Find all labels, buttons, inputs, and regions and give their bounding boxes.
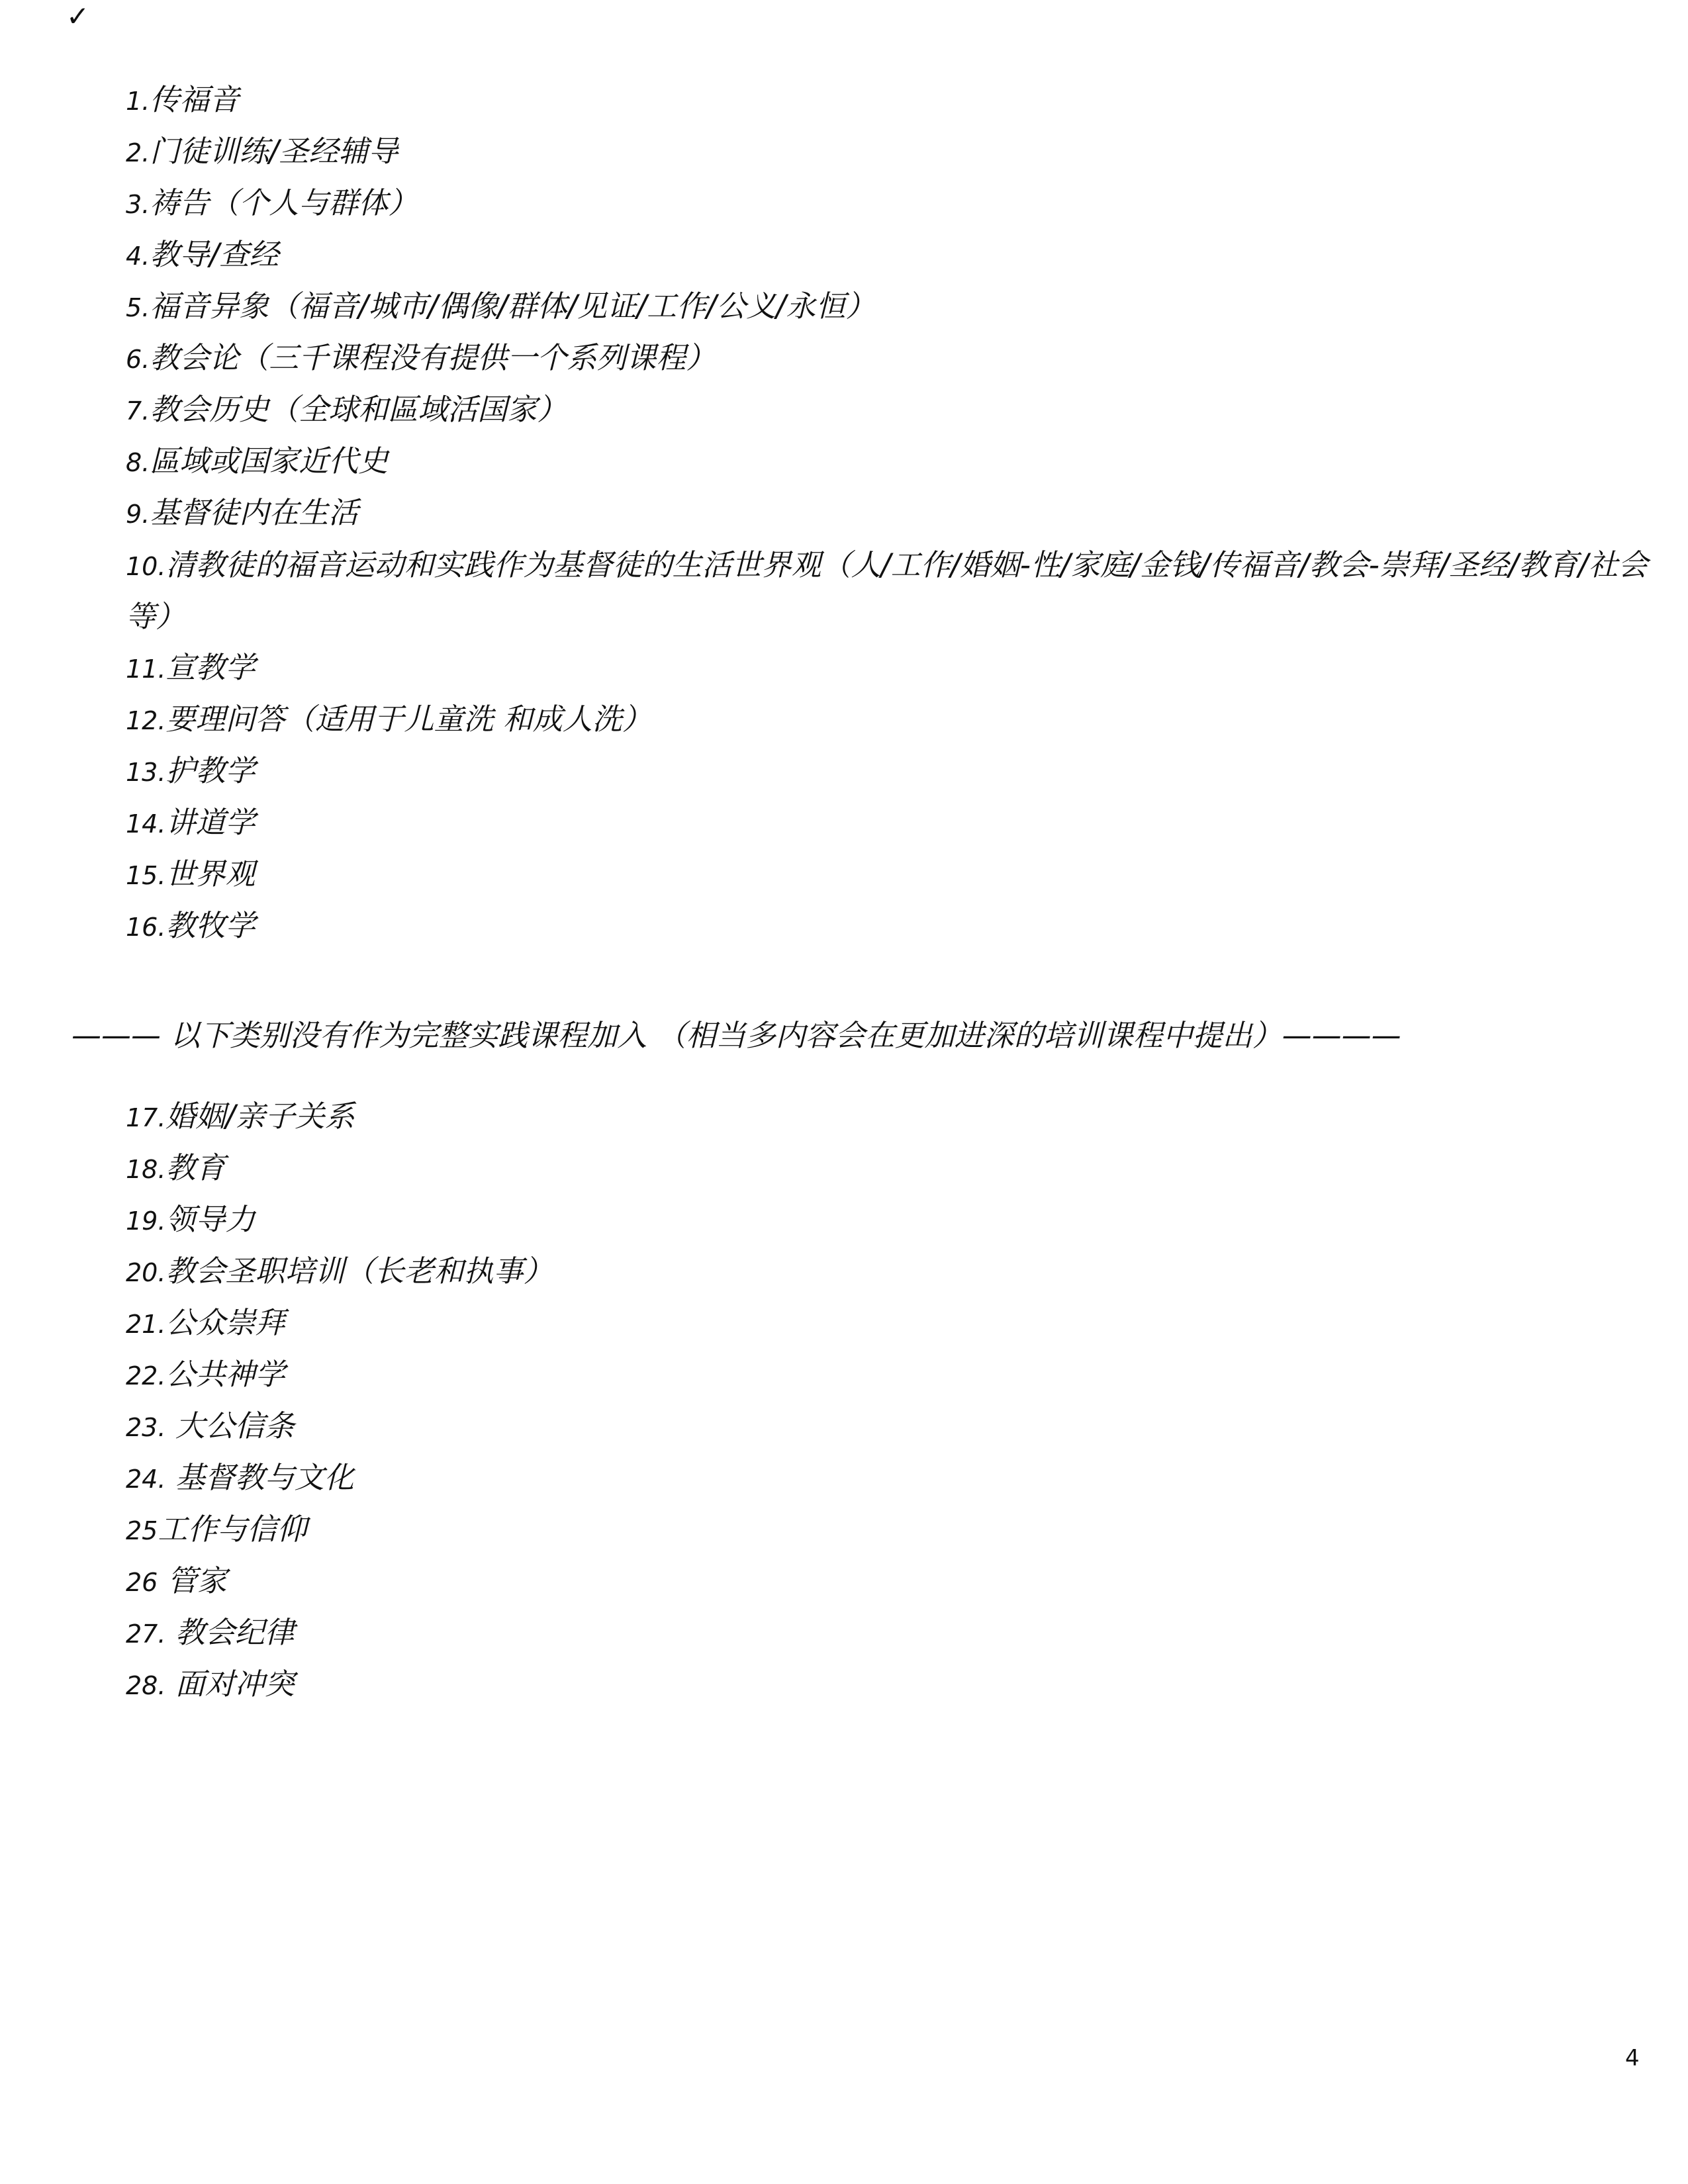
list-item: 5.福音异象（福音/城市/偶像/群体/见证/工作/公义/永恒） — [126, 289, 876, 324]
list-item: 19.领导力 — [126, 1202, 256, 1237]
list-item: 7.教会历史（全球和區域活国家） — [126, 392, 567, 427]
checkmark-icon: ✓ — [66, 0, 90, 32]
list-item: 1.传福音 — [126, 82, 240, 117]
list-item: 14.讲道学 — [126, 805, 256, 840]
list-item: 21.公众崇拜 — [126, 1305, 285, 1340]
list-item: 24. 基督教与文化 — [126, 1460, 354, 1495]
list-item: 20.教会圣职培训（长老和执事） — [126, 1253, 553, 1289]
list-item: 26 管家 — [126, 1563, 227, 1598]
section-separator: ——— 以下类别没有作为完整实践课程加入 （相当多内容会在更加进深的培训课程中提出）———— — [71, 1018, 1401, 1053]
list-item: 25工作与信仰 — [126, 1512, 307, 1547]
list-item: 9.基督徒内在生活 — [126, 495, 359, 530]
list-item: 17.婚姻/亲子关系 — [126, 1099, 355, 1134]
list-item: 27. 教会纪律 — [126, 1615, 295, 1650]
list-item: 12.要理问答（适用于儿童洗 和成人洗） — [126, 702, 652, 737]
list-item: 2.门徒训练/圣经辅导 — [126, 134, 399, 169]
list-item: 4.教导/查经 — [126, 237, 279, 272]
list-item: 18.教育 — [126, 1150, 226, 1185]
list-item: 23. 大公信条 — [126, 1408, 295, 1443]
page-number: 4 — [1625, 2045, 1640, 2071]
list-item: 3.祷告（个人与群体） — [126, 185, 418, 220]
list-item: 22.公共神学 — [126, 1357, 285, 1392]
list-item: 13.护教学 — [126, 753, 256, 788]
list-item: 11.宣教学 — [126, 650, 256, 685]
list-item: 28. 面对冲突 — [126, 1666, 295, 1702]
list-item: 8.區域或国家近代史 — [126, 443, 389, 478]
list-item: 6.教会论（三千课程没有提供一个系列课程） — [126, 340, 716, 375]
list-item: 16.教牧学 — [126, 908, 256, 943]
list-item: 15.世界观 — [126, 856, 256, 891]
list-item: 10.清教徒的福音运动和实践作为基督徒的生活世界观（人/工作/婚姻-性/家庭/金钱/传福音/教会-崇拜/圣经/教育/社会等） — [126, 547, 1648, 634]
